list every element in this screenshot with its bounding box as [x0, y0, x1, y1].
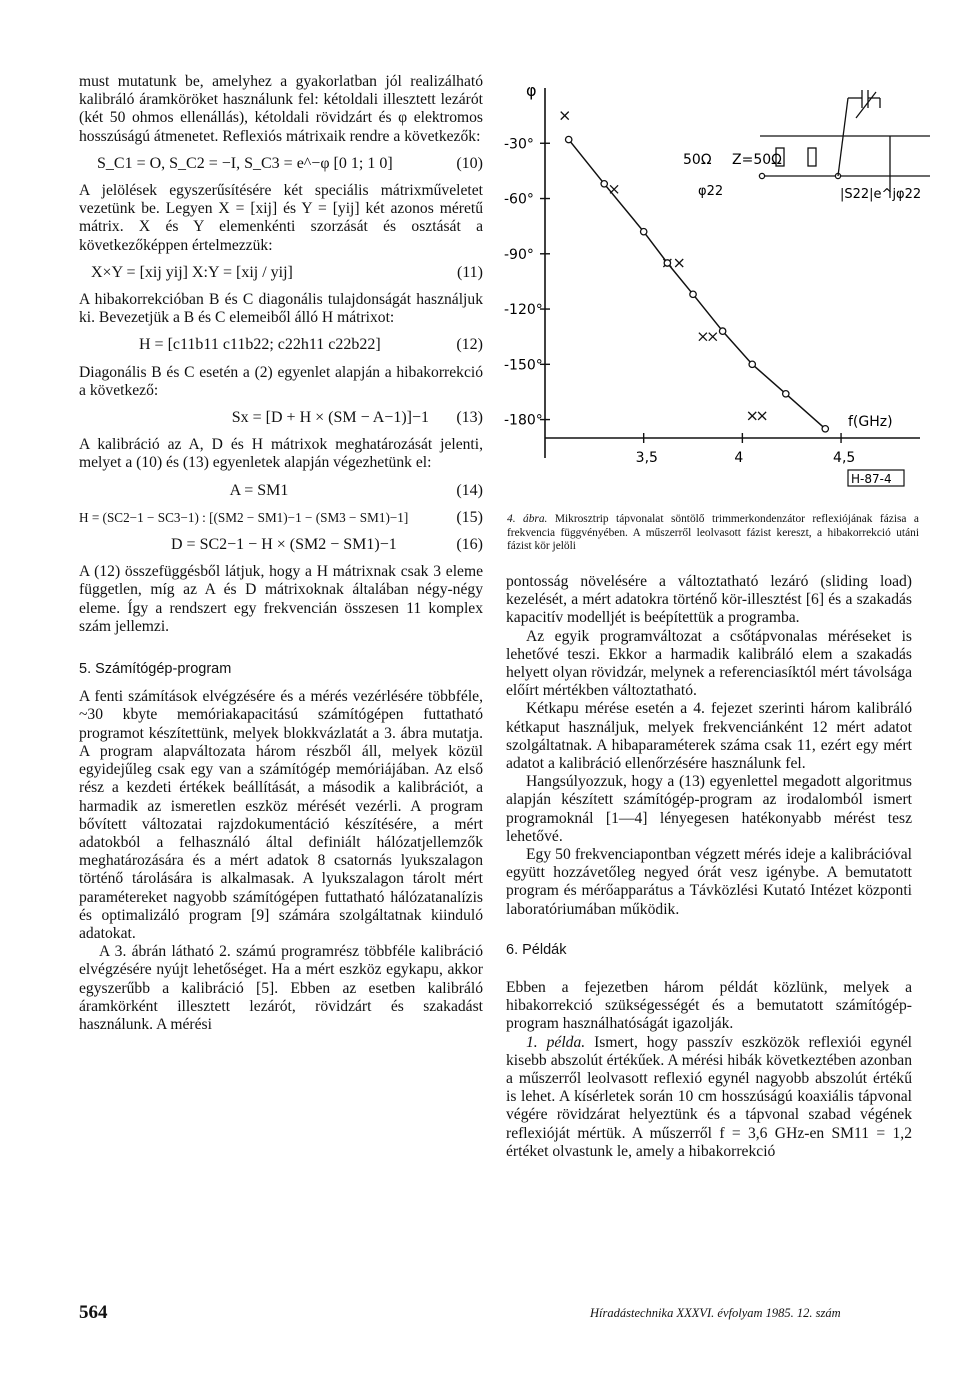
measured-point: [758, 412, 766, 420]
paragraph: A 3. ábrán látható 2. számú programrész többféle kalibráció elvégzésére nyújt lehetőséget. Ha a mért eszköz egykapu, akkor egyszerűbb a kalibráció [5]. Ebben az esetben kalibráló áramkörként illesztett lezárót, rövidzárt és szakadást használunk. A mérési: [79, 943, 483, 1033]
corrected-point: [664, 260, 670, 266]
corrected-point: [601, 181, 607, 187]
resistor-label: 50Ω: [683, 152, 712, 168]
measured-point: [675, 259, 683, 267]
equation-body: D = SC2−1 − H × (SM2 − SM1)−1: [171, 536, 397, 554]
equation-14: [79, 482, 483, 500]
corrected-point: [749, 361, 755, 367]
x-axis-label: f(GHz): [848, 414, 893, 430]
measured-point: [699, 333, 707, 341]
caption-text: Mikrosztrip tápvonalat söntölő trimmerkondenzátor reflexiójának fázisa a frekvencia függvényében. A műszerről leolvasott fázist kereszt, a hibakorrekció utáni fázist kör jelöli: [507, 513, 919, 552]
paragraph: Egy 50 frekvenciapontban végzett mérés ideje a kalibrációval együtt hozzávetőleg negyed órát vesz igénybe. A bemutatott program és mérőapparátus a Távközlési Kutató Intézet központi laboratóriumában működik.: [506, 846, 912, 918]
y-tick-label: -90°: [504, 246, 534, 263]
line-impedance-label: Z=50Ω: [732, 152, 782, 168]
circuit-inset: [759, 90, 930, 198]
equation-body: A = SM1: [229, 481, 289, 499]
page-number: 564: [79, 1302, 108, 1323]
equation-number: (11): [456, 263, 483, 281]
equation-10: [79, 155, 483, 173]
equation-16: [79, 536, 483, 554]
measured-point: [748, 412, 756, 420]
y-axis-label: φ: [526, 81, 537, 100]
equation-12: [79, 336, 483, 354]
example-text: Ismert, hogy passzív eszközök reflexiói egynél kisebb abszolút értékűek. A mérési hibák következtében azonban a műszerről leolvasott reflexió egynél nagyobb abszolút értékű is lehet. A kísérletek során 10 cm hosszúságú koaxiális tápvonal végére rövidzárat helyeztünk és a tápvonal szabad végének reflexióját mértük. A műszerről f = 3,6 GHz-en SM11 = 1,2 értéket olvastunk le, amely a hibakorrekció: [506, 1033, 912, 1160]
corrected-point: [822, 426, 828, 432]
equation-body: H = (SC2−1 − SC3−1) : [(SM2 − SM1)−1 − (SM3 − SM1)−1]: [79, 509, 409, 525]
y-tick-label: -180°: [504, 412, 543, 429]
phase-chart: [500, 78, 930, 498]
equation-body: S_C1 = O, S_C2 = −I, S_C3 = e^−φ [0 1; 1 0]: [97, 154, 393, 172]
figure-4: [500, 78, 930, 498]
paragraph: A hibakorrekcióban B és C diagonális tulajdonságát használjuk ki. Bevezetjük a B és C elemeiből álló H mátrixot:: [79, 291, 483, 327]
paragraph: [506, 1034, 912, 1161]
corrected-point: [719, 328, 725, 334]
section-heading: 6. Példák: [506, 941, 567, 958]
equation-body: X×Y = [xij yij] X:Y = [xij / yij]: [91, 263, 293, 281]
equation-number: (16): [456, 536, 483, 554]
y-tick-label: -150°: [504, 357, 543, 374]
paragraph: must mutatunk be, amelyhez a gyakorlatban jól realizálható kalibráló áramköröket használunk fel: kétoldali illesztett lezárót (két 50 ohmos ellenállás), kétoldali rövidzárt és φ elektromos hosszúságú átmenetet. Reflexiós mátrixaik rendre a következők:: [79, 73, 483, 145]
y-ticks: [504, 136, 550, 428]
equation-number: (12): [456, 336, 483, 354]
corrected-point: [565, 136, 571, 142]
figure-caption: [507, 513, 919, 554]
equation-13: [79, 409, 483, 427]
example-label: 1. példa.: [526, 1033, 586, 1051]
figure-tag: H-87-4: [851, 472, 892, 486]
paragraph: Kétkapu mérése esetén a 4. fejezet szerinti három kalibráló kétkaput használjuk, melyek frekvenciánként 12 mért adatot szolgáltatnak. A hibaparaméterek száma csak 11, ezért egy mért adatot a kalibráció ellenőrzésére használunk fel.: [506, 700, 912, 773]
phi22-label: φ22: [698, 184, 724, 199]
section-heading: 5. Számítógép-program: [79, 661, 232, 678]
equation-15: [79, 509, 483, 527]
paragraph: pontosság növelésére a változtatható lezáró (sliding load) kezelését, a mért adatokra történő kör-illesztést [6] és a szakadás kapacitív modelljét is beépítettük a programba.: [506, 573, 912, 627]
caption-label: 4. ábra.: [507, 513, 548, 525]
paragraph: Hangsúlyozzuk, hogy a (13) egyenlettel megadott algoritmus alapján készített számítógép-program az irodalomból ismert programoknál [1—4] lényegesen hatékonyabb mérést tesz lehetővé.: [506, 773, 912, 845]
equation-number: (13): [456, 409, 483, 427]
x-tick-label: 4: [734, 450, 744, 466]
y-tick-label: -120°: [504, 302, 543, 319]
right-column: [506, 573, 912, 1161]
paragraph: Diagonális B és C esetén a (2) egyenlet alapján a hibakorrekció a következő:: [79, 363, 483, 399]
corrected-point: [690, 291, 696, 297]
equation-body: Sx = [D + H × (SM − A−1)]−1: [231, 409, 429, 427]
corrected-point: [640, 228, 646, 234]
paragraph: A jelölések egyszerűsítésére két speciális mátrixműveletet vezetünk be. Legyen X = [xij] és Y = [yij] két azonos méretű mátrix. X és Y elemenkénti szorzását és osztását a következőképpen értelmezzük:: [79, 182, 483, 254]
paragraph: A (12) összefüggésből látjuk, hogy a H mátrixnak csak 3 eleme független, míg az A és D mátrixoknak általában négy-négy eleme. Így a rendszert egy frekvencián összesen 11 komplex szám jellemzi.: [79, 563, 483, 635]
measured-point: [709, 333, 717, 341]
paragraph: Az egyik programváltozat a csőtápvonalas méréseket is lehetővé teszi. Ekkor a harmadik kalibráló elem a szakadás helyett olyan rövidzár, melynek a referenciasíktól mért távolsága előírt mértékben változtatható.: [506, 627, 912, 700]
equation-number: (15): [456, 508, 483, 526]
equation-number: (14): [456, 481, 483, 499]
y-tick-label: -60°: [504, 191, 534, 208]
left-column: [79, 73, 483, 1034]
paragraph: A kalibráció az A, D és H mátrixok meghatározását jelenti, melyet a (10) és (13) egyenletek alapján végezhetünk el:: [79, 436, 483, 472]
equation-number: (10): [456, 154, 483, 172]
measured-point: [561, 112, 569, 120]
paragraph: A fenti számítások elvégzésére és a mérés vezérlésére többféle, ~30 kbyte memóriakapacitású számítógépen futtatható programot készítettünk, melyek blokkvázlatát a 3. ábra mutatja. A program alapváltozata három részből áll, melyek közül egyidejűleg csak egy van a számítógép memóriájában. Az első rész a kezdeti értékek beállítását, a második a kalibrációt, a harmadik az ismeretlen eszköz mérését vezérli. A program bővített változatai rajzdokumentáció készítésére, a mért adatokból a felhasználó által definiált hálózatjellemzők meghatározására és a mért adatok 8 csatornás lyukszalagon történő tárolására is alkalmasak. A lyukszalagon tárolt mért paramétereket nagyobb számítógépen futtatható hálózatanalízis és optimalizáló program [9] számára szolgáltatnak kiinduló adatokat.: [79, 688, 483, 942]
y-tick-label: -30°: [504, 136, 534, 153]
s22-label: |S22|e^jφ22: [840, 187, 922, 202]
corrected-point: [783, 391, 789, 397]
equation-body: H = [c11b11 c11b22; c22h11 c22b22]: [139, 336, 381, 354]
journal-footer: Híradástechnika XXXVI. évfolyam 1985. 12. szám: [590, 1306, 841, 1320]
x-tick-label: 4,5: [833, 450, 856, 466]
x-tick-label: 3,5: [635, 450, 658, 466]
equation-11: [79, 264, 483, 282]
paragraph: Ebben a fejezetben három példát közlünk, melyek a hibakorrekció szükségességét és a bemutatott számítógép-program használhatóságát igazolják.: [506, 979, 912, 1033]
